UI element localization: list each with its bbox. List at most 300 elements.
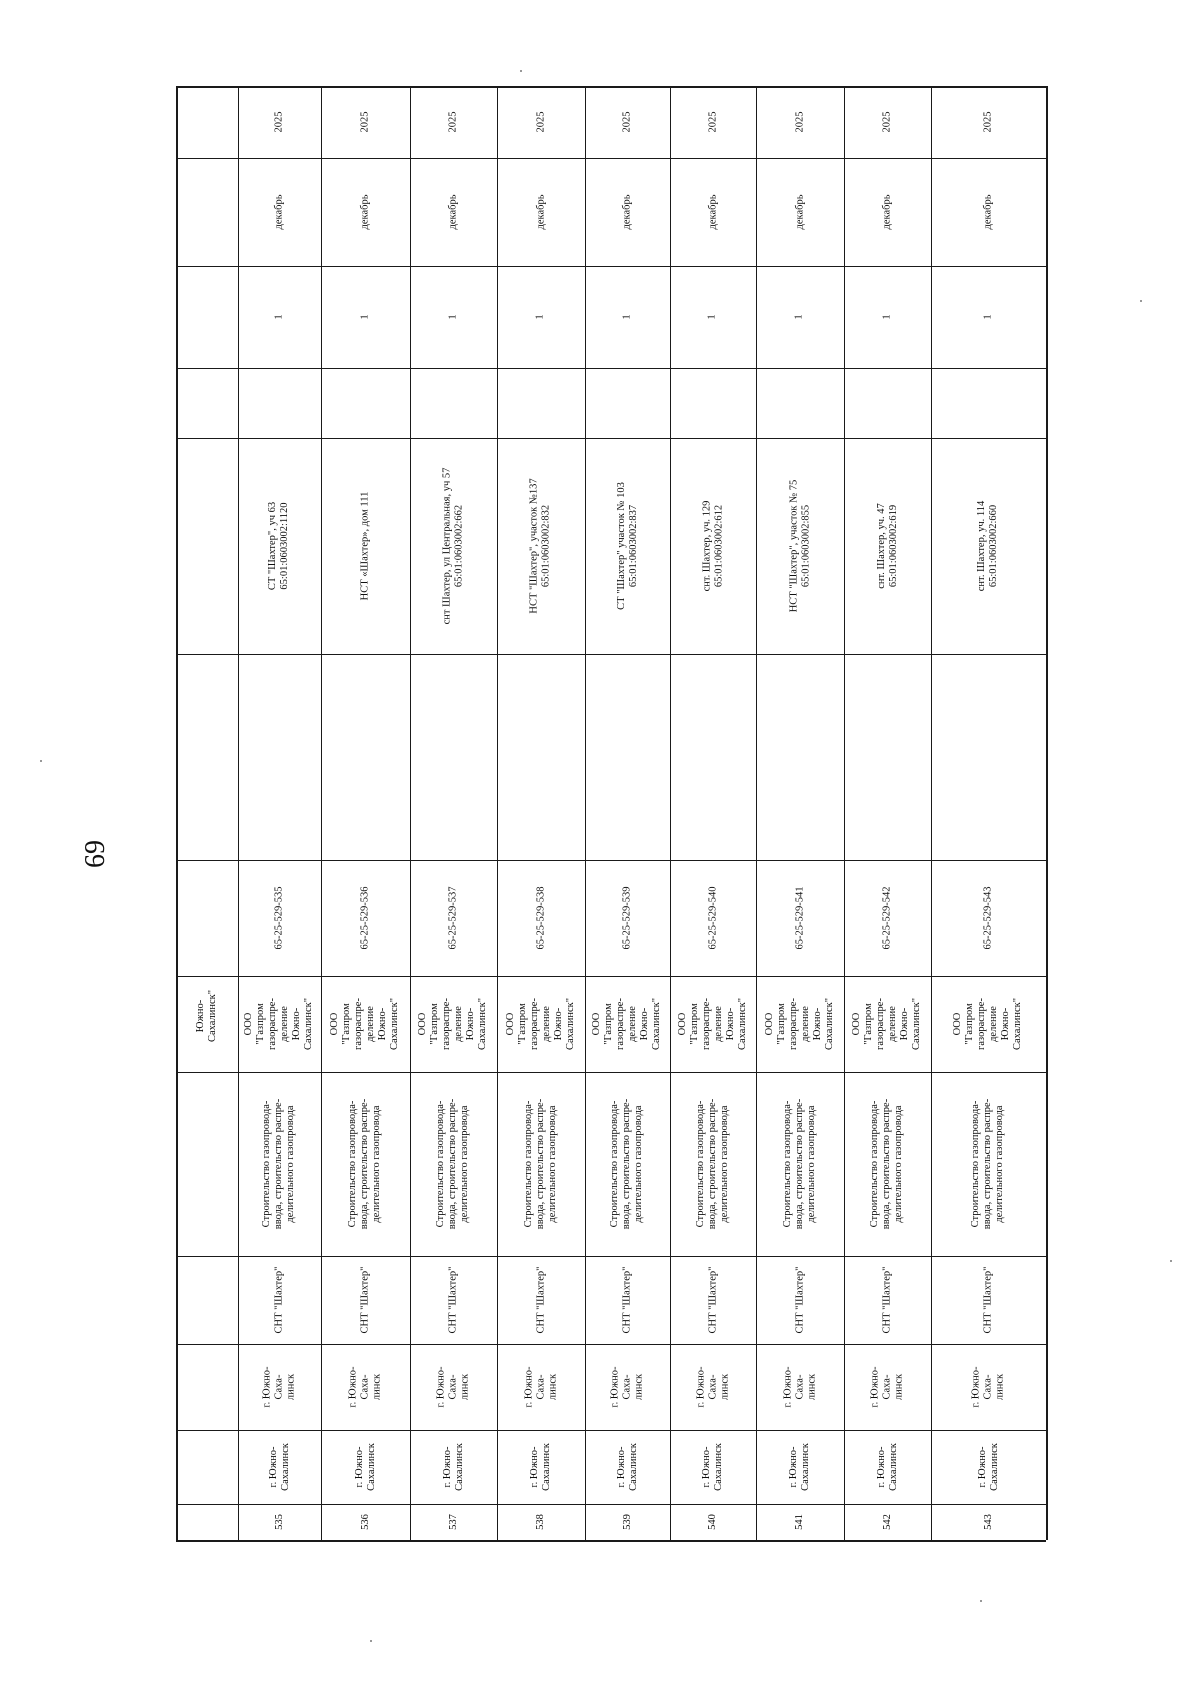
cell-org-line: деление [279,1006,291,1042]
cell-org-line: деление [365,1006,377,1042]
cell-org-line: деление [541,1006,552,1042]
cell-work [670,1072,756,1256]
cell-year-line: 2025 [447,111,459,133]
cell-month-line: декабрь [982,194,994,230]
cell-org-line: газораспре- [353,998,365,1050]
cell-org-line: ООО [243,1012,255,1036]
cell-year-line: 2025 [621,111,633,133]
cell-code-line: 65-25-529-537 [447,886,459,950]
cell-district [756,1430,844,1504]
cell-qty-line: 1 [273,314,285,320]
cell-locality-line: г. Южно- [970,1366,982,1408]
cell-org-line: деление [627,1006,639,1042]
cell-org [844,976,931,1072]
cell-qty [585,266,670,368]
cell-qty-line: 1 [535,314,546,320]
cell-locality-line: г. Южно- [694,1366,706,1408]
cell-work [238,1072,321,1256]
cell-num-line: 540 [707,1514,718,1530]
cell-qty-line: 1 [881,314,893,320]
cell-work-line: ввода, строительство распре- [447,1098,459,1230]
cell-work-line: Строительство газопровода- [261,1100,273,1228]
cell-org [497,976,585,1072]
cell-district [238,1430,321,1504]
header-fragment-line: Сахалинск" [207,989,218,1043]
table-rule [176,368,1046,369]
cell-org-line: Сахалинск" [737,997,748,1051]
cell-year [497,86,585,158]
cell-org-line: ООО [677,1012,688,1036]
cell-org-line: "Газпром [603,1003,615,1045]
cell-year [756,86,844,158]
cell-num [585,1504,670,1540]
cell-address [585,438,670,654]
cell-qty [497,266,585,368]
cell-qty-line: 1 [982,314,994,320]
cell-org-line: Южно- [1000,1007,1012,1041]
cell-district-line: Сахалинск [988,1443,1000,1491]
cell-locality [497,1344,585,1430]
cell-locality-line: линск [371,1373,383,1401]
cell-object [931,1256,1046,1344]
cell-org-line: ООО [417,1012,429,1036]
cell-org-line: Южно- [377,1007,389,1041]
cell-district [844,1430,931,1504]
cell-work-line: делительного газопровода [806,1105,817,1223]
cell-month [844,158,931,266]
cell-org-line: ООО [851,1012,863,1036]
cell-address-line: 65:01:0603002:660 [988,504,1000,588]
data-table [176,86,1046,1540]
cell-district-line: г. Южно- [529,1446,540,1488]
cell-work [585,1072,670,1256]
cell-object-line: СНТ "Шахтер" [535,1266,546,1334]
cell-year [670,86,756,158]
cell-month [321,158,410,266]
cell-locality-line: Саха- [706,1374,718,1400]
scan-speck [520,70,522,72]
cell-address-line: 65:01:0603002:832 [541,504,553,588]
cell-org-line: Южно- [725,1007,736,1041]
cell-year [410,86,497,158]
cell-work-line: ввода, строительство распре- [881,1098,893,1230]
table-rule [176,654,1046,655]
cell-address-line: НСТ «Шахтер», дом 111 [359,491,371,601]
cell-locality-line: Саха- [273,1374,285,1400]
cell-work-line: делительного газопровода [893,1105,905,1223]
cell-district-line: г. Южно- [788,1446,799,1488]
cell-code-line: 65-25-529-539 [621,886,633,950]
scan-speck [1170,1260,1172,1262]
cell-qty [238,266,321,368]
cell-org-line: "Газпром [517,1003,528,1045]
cell-year-line: 2025 [273,111,285,133]
table-rule [176,1540,1046,1542]
cell-locality [844,1344,931,1430]
cell-locality-line: Саха- [881,1374,893,1400]
cell-work-line: ввода, строительство распре- [535,1098,546,1230]
cell-district-line: Сахалинск [887,1443,899,1491]
cell-org-line: Южно- [812,1007,823,1041]
cell-org-line: Сахалинск" [911,997,923,1051]
cell-qty-line: 1 [794,314,805,320]
cell-org-line: деление [800,1006,811,1042]
cell-district-line: Сахалинск [800,1443,811,1491]
cell-work-line: ввода, строительство распре- [273,1098,285,1230]
cell-month-line: декабрь [447,194,459,230]
cell-org-line: ООО [591,1012,603,1036]
cell-org-line: Сахалинск" [303,997,315,1051]
cell-object [585,1256,670,1344]
cell-district [497,1430,585,1504]
cell-year-line: 2025 [535,111,546,133]
cell-work-line: Строительство газопровода- [869,1100,881,1228]
cell-locality-line: линск [893,1373,905,1401]
cell-qty [931,266,1046,368]
cell-month [756,158,844,266]
cell-org-line: "Газпром [689,1003,700,1045]
cell-org [670,976,756,1072]
cell-address [497,438,585,654]
cell-district-line: г. Южно- [875,1446,887,1488]
cell-work-line: Строительство газопровода- [609,1100,621,1228]
cell-code [844,860,931,976]
table-rule [1046,86,1048,1540]
cell-locality-line: линск [994,1373,1006,1401]
cell-work-line: делительного газопровода [371,1105,383,1223]
cell-org-line: Сахалинск" [651,997,663,1051]
cell-month-line: декабрь [621,194,633,230]
cell-org-line: деление [453,1006,465,1042]
cell-locality-line: линск [459,1373,471,1401]
cell-locality-line: Саха- [447,1374,459,1400]
cell-work-line: ввода, строительство распре- [794,1098,805,1230]
cell-org-line: деление [713,1006,724,1042]
cell-code [497,860,585,976]
cell-org-line: газораспре- [529,998,540,1050]
cell-code [321,860,410,976]
cell-work [931,1072,1046,1256]
cell-org-line: газораспре- [267,998,279,1050]
cell-org-line: ООО [952,1012,964,1036]
cell-qty [321,266,410,368]
cell-qty-line: 1 [359,314,371,320]
cell-locality-line: г. Южно- [609,1366,621,1408]
cell-code-line: 65-25-529-538 [535,886,546,950]
cell-address-line: снт. Шахтер, уч. 129 [701,500,713,592]
cell-year-line: 2025 [359,111,371,133]
cell-qty-line: 1 [447,314,459,320]
cell-object [410,1256,497,1344]
cell-month-line: декабрь [359,194,371,230]
cell-org-line: газораспре- [615,998,627,1050]
cell-org [931,976,1046,1072]
cell-district-line: Сахалинск [453,1443,465,1491]
cell-locality [321,1344,410,1430]
cell-num [410,1504,497,1540]
cell-object-line: СНТ "Шахтер" [982,1266,994,1334]
cell-month [497,158,585,266]
cell-locality-line: Саха- [793,1374,805,1400]
cell-month-line: декабрь [881,194,893,230]
cell-year-line: 2025 [794,111,805,133]
cell-work-line: делительного газопровода [633,1105,645,1223]
cell-work-line: Строительство газопровода- [970,1100,982,1228]
cell-work-line: ввода, строительство распре- [621,1098,633,1230]
cell-num-line: 542 [881,1514,893,1530]
cell-code-line: 65-25-529-536 [359,886,371,950]
cell-district-line: г. Южно- [353,1446,365,1488]
cell-locality-line: г. Южно- [522,1366,534,1408]
cell-num [844,1504,931,1540]
cell-org-line: газораспре- [441,998,453,1050]
cell-district-line: г. Южно- [267,1446,279,1488]
cell-code-line: 65-25-529-541 [794,886,805,950]
cell-locality-line: линск [633,1373,645,1401]
cell-num-line: 535 [273,1514,285,1530]
cell-org-line: "Газпром [255,1003,267,1045]
cell-district [321,1430,410,1504]
cell-work-line: делительного газопровода [719,1105,730,1223]
cell-org-line: "Газпром [863,1003,875,1045]
cell-qty-line: 1 [707,314,718,320]
cell-address [931,438,1046,654]
cell-address-line: 65:01:0603002:855 [800,504,812,588]
cell-code [931,860,1046,976]
cell-address [670,438,756,654]
cell-locality-line: линск [546,1373,558,1401]
cell-object [321,1256,410,1344]
cell-object [238,1256,321,1344]
cell-month [585,158,670,266]
header-fragment [176,946,238,1086]
cell-month-line: декабрь [535,194,546,230]
header-fragment-line: Южно- [195,999,206,1033]
cell-org-line: газораспре- [788,998,799,1050]
cell-locality-line: г. Южно- [435,1366,447,1408]
cell-address-line: снт. Шахтер, уч. 114 [976,500,988,592]
cell-work-line: Строительство газопровода- [695,1100,706,1228]
cell-object-line: СНТ "Шахтер" [707,1266,718,1334]
cell-org [321,976,410,1072]
cell-num-line: 536 [359,1514,371,1530]
cell-work-line: ввода, строительство распре- [707,1098,718,1230]
cell-locality-line: линск [718,1373,730,1401]
cell-num [497,1504,585,1540]
cell-work-line: делительного газопровода [994,1105,1006,1223]
cell-address-line: СТ "Шахтер", уч 63 [267,501,279,591]
cell-code-line: 65-25-529-543 [982,886,994,950]
page-number: 69 [80,840,111,868]
cell-month [670,158,756,266]
cell-address [410,438,497,654]
cell-year [844,86,931,158]
cell-code [410,860,497,976]
cell-org-line: Южно- [553,1007,564,1041]
cell-year-line: 2025 [707,111,718,133]
cell-work-line: делительного газопровода [547,1105,558,1223]
cell-org-line: Сахалинск" [477,997,489,1051]
cell-object-line: СНТ "Шахтер" [359,1266,371,1334]
cell-locality-line: г. Южно- [781,1366,793,1408]
cell-address [756,438,844,654]
cell-work-line: ввода, строительство распре- [982,1098,994,1230]
cell-org-line: Сахалинск" [565,997,576,1051]
cell-district-line: г. Южно- [615,1446,627,1488]
cell-locality [931,1344,1046,1430]
cell-district-line: Сахалинск [279,1443,291,1491]
cell-district [585,1430,670,1504]
scan-speck [40,760,42,762]
cell-org-line: Южно- [291,1007,303,1041]
cell-org-line: Сахалинск" [389,997,401,1051]
scan-speck [370,1640,372,1642]
cell-address-line: НСТ "Шахтер", участок № 75 [788,479,800,613]
cell-work [497,1072,585,1256]
cell-org-line: Сахалинск" [1012,997,1024,1051]
cell-work [321,1072,410,1256]
cell-address-line: 65:01:0603002:837 [627,504,639,588]
cell-locality-line: г. Южно- [347,1366,359,1408]
cell-address-line: 65:01:0603002:662 [453,504,465,588]
cell-work-line: Строительство газопровода- [782,1100,793,1228]
cell-locality-line: Саха- [621,1374,633,1400]
cell-code-line: 65-25-529-540 [707,886,718,950]
cell-month [238,158,321,266]
cell-district-line: г. Южно- [976,1446,988,1488]
cell-address [238,438,321,654]
cell-org-line: газораспре- [701,998,712,1050]
cell-num-line: 541 [794,1514,805,1530]
cell-district [410,1430,497,1504]
cell-year [585,86,670,158]
scan-speck [980,1600,982,1602]
cell-year-line: 2025 [982,111,994,133]
cell-org-line: газораспре- [875,998,887,1050]
cell-code [756,860,844,976]
scan-speck [1140,300,1142,302]
cell-district-line: г. Южно- [701,1446,712,1488]
cell-org-line: ООО [764,1012,775,1036]
cell-object-line: СНТ "Шахтер" [447,1266,459,1334]
cell-work-line: делительного газопровода [285,1105,297,1223]
cell-qty [844,266,931,368]
cell-year [931,86,1046,158]
cell-org-line: Южно- [639,1007,651,1041]
cell-locality [585,1344,670,1430]
cell-num [756,1504,844,1540]
cell-org-line: деление [988,1006,1000,1042]
cell-address-line: снт Шахтер, ул Центральная, уч 57 [441,467,453,625]
cell-object-line: СНТ "Шахтер" [881,1266,893,1334]
cell-object-line: СНТ "Шахтер" [273,1266,285,1334]
cell-work [844,1072,931,1256]
cell-locality-line: линск [285,1373,297,1401]
cell-locality-line: Саха- [982,1374,994,1400]
cell-locality-line: Саха- [534,1374,546,1400]
cell-address-line: НСТ "Шахтер", участок №137 [529,478,541,614]
cell-object [497,1256,585,1344]
cell-address [321,438,410,654]
cell-month-line: декабрь [273,194,285,230]
cell-locality-line: линск [805,1373,817,1401]
cell-num-line: 543 [982,1514,994,1530]
cell-org [410,976,497,1072]
cell-object [844,1256,931,1344]
cell-object [670,1256,756,1344]
cell-month-line: декабрь [794,194,805,230]
cell-org-line: "Газпром [341,1003,353,1045]
cell-org-line: "Газпром [964,1003,976,1045]
cell-work [410,1072,497,1256]
cell-num-line: 538 [535,1514,546,1530]
cell-locality [670,1344,756,1430]
cell-year [238,86,321,158]
cell-org-line: газораспре- [976,998,988,1050]
cell-locality-line: г. Южно- [261,1366,273,1408]
cell-month [410,158,497,266]
cell-org-line: "Газпром [429,1003,441,1045]
cell-work [756,1072,844,1256]
cell-month [931,158,1046,266]
cell-org-line: Южно- [899,1007,911,1041]
cell-qty-line: 1 [621,314,633,320]
cell-work-line: Строительство газопровода- [435,1100,447,1228]
cell-year [321,86,410,158]
cell-num-line: 537 [447,1514,459,1530]
cell-district-line: г. Южно- [441,1446,453,1488]
cell-code [585,860,670,976]
cell-address-line: 65:01:0603002:619 [887,504,899,588]
cell-address-line: 65:01:0603002:612 [713,504,725,588]
cell-locality [410,1344,497,1430]
cell-locality [756,1344,844,1430]
cell-num [931,1504,1046,1540]
cell-district [670,1430,756,1504]
cell-object-line: СНТ "Шахтер" [794,1266,805,1334]
cell-org [756,976,844,1072]
cell-num [670,1504,756,1540]
cell-qty [670,266,756,368]
cell-object [756,1256,844,1344]
cell-address-line: снт. Шахтер, уч. 47 [875,503,887,589]
cell-district [931,1430,1046,1504]
cell-qty [756,266,844,368]
cell-address-line: СТ "Шахтер" участок № 103 [615,482,627,610]
cell-work-line: ввода, строительство распре- [359,1098,371,1230]
cell-locality-line: г. Южно- [869,1366,881,1408]
cell-code-line: 65-25-529-535 [273,886,285,950]
cell-org [585,976,670,1072]
cell-locality [238,1344,321,1430]
cell-code [238,860,321,976]
cell-org-line: Сахалинск" [824,997,835,1051]
cell-district-line: Сахалинск [541,1443,552,1491]
cell-work-line: Строительство газопровода- [523,1100,534,1228]
cell-month-line: декабрь [707,194,718,230]
cell-org-line: Южно- [465,1007,477,1041]
table-rule [176,86,178,1540]
cell-locality-line: Саха- [359,1374,371,1400]
cell-work-line: Строительство газопровода- [347,1100,359,1228]
cell-year-line: 2025 [881,111,893,133]
cell-num-line: 539 [621,1514,633,1530]
cell-org-line: ООО [329,1012,341,1036]
cell-work-line: делительного газопровода [459,1105,471,1223]
cell-org-line: деление [887,1006,899,1042]
cell-num [238,1504,321,1540]
cell-num [321,1504,410,1540]
